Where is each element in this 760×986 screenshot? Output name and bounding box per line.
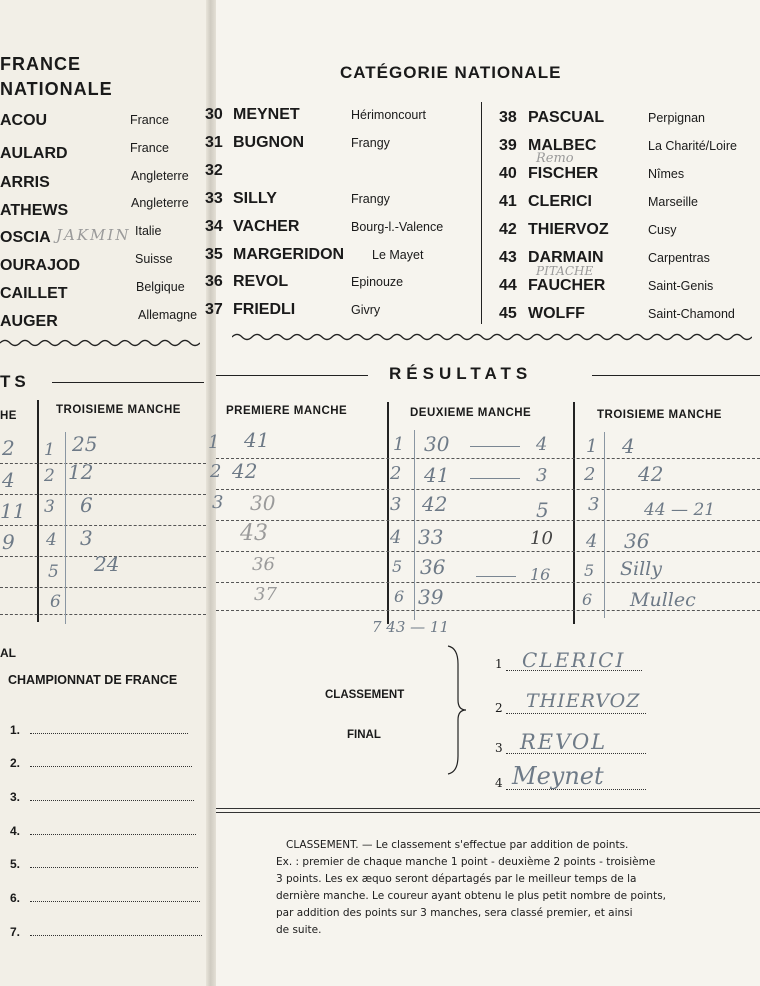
handwritten-value: Mullec (630, 589, 696, 611)
left-rider-name: ATHEWS (0, 202, 69, 219)
rules-line: Ex. : premier de chaque manche 1 point - deuxième 2 points - troisième (276, 856, 656, 868)
rider-name: MALBEC (528, 137, 597, 154)
handwritten-value: 41 (244, 428, 270, 452)
handwritten-note: 7 43 — 11 (372, 618, 450, 636)
handwritten-position: 3 (390, 494, 402, 515)
handwritten-position: 5 (392, 557, 403, 576)
handwritten-value: 25 (72, 432, 98, 456)
handwritten-line (65, 432, 66, 624)
handwritten-value: 11 (0, 499, 26, 523)
double-rule (216, 808, 760, 809)
fill-in-line (506, 670, 642, 671)
handwritten-position: 2 (390, 463, 402, 484)
rider-number: 32 (205, 162, 223, 179)
rider-name: VACHER (233, 218, 300, 235)
handwritten-position: 2 (210, 461, 222, 482)
final-rank-number: 3 (495, 741, 503, 755)
rank-number: 4. (10, 824, 21, 838)
handwritten-position: 5 (48, 562, 59, 582)
rider-name: FISCHER (528, 165, 599, 182)
handwritten-points: 5 (536, 498, 549, 522)
rider-name: DARMAIN (528, 249, 604, 266)
left-rider-country: Allemagne (138, 308, 198, 322)
handwritten-value: 42 (422, 492, 448, 516)
rider-name: CLERICI (528, 193, 592, 210)
table-column-line (37, 400, 39, 622)
handwritten-position: 1 (586, 436, 598, 457)
handwritten-position: 6 (394, 587, 405, 606)
rider-number: 30 (205, 106, 223, 123)
left-rider-country: France (130, 113, 169, 127)
handwritten-value: 24 (94, 552, 120, 576)
left-rider-name: OSCIA (0, 229, 51, 246)
rider-number: 40 (499, 165, 517, 182)
handwritten-points: 10 (530, 528, 553, 549)
handwritten-value: 4 (622, 434, 635, 458)
rules-line: par addition des points sur 3 manches, sera classé premier, et ainsi (276, 907, 633, 919)
handwritten-position: 1 (44, 440, 55, 460)
rider-name: WOLFF (528, 305, 585, 322)
handwritten-position: 3 (44, 497, 55, 517)
rider-city: Saint-Chamond (648, 307, 735, 321)
rider-city: Perpignan (648, 111, 705, 125)
handwritten-value: 30 (424, 432, 450, 456)
table-row-line (216, 582, 760, 583)
table-row-line (0, 463, 206, 464)
table-row-line (216, 489, 760, 490)
left-header-line1: FRANCE (0, 54, 81, 74)
rider-city: Cusy (648, 223, 677, 237)
handwritten-value: 41 (424, 463, 450, 487)
left-rider-name: OURAJOD (0, 257, 81, 274)
left-rider-name: ACOU (0, 112, 48, 129)
rules-paragraph (276, 837, 676, 939)
handwritten-dash (476, 576, 516, 577)
rider-city: Marseille (648, 195, 699, 209)
brace-icon (444, 644, 468, 776)
handwritten-points: 3 (536, 465, 548, 486)
rider-number: 43 (499, 249, 517, 266)
handwritten-value: Silly (620, 558, 662, 580)
handwritten-line (604, 432, 605, 618)
rider-number: 42 (499, 221, 517, 238)
table-column-line (387, 402, 389, 624)
rider-name: PASCUAL (528, 109, 605, 126)
handwritten-value: 42 (638, 462, 664, 486)
handwritten-value: 3 (80, 526, 93, 550)
handwritten-value: 9 (2, 530, 15, 554)
fill-in-line (506, 789, 646, 790)
rules-line: CLASSEMENT. — Le classement s'effectue par addition de points. (286, 839, 629, 851)
left-rider-country: Belgique (136, 280, 185, 294)
handwritten-value: 6 (80, 493, 93, 517)
column-header: HE (0, 410, 17, 422)
handwritten-value: 36 (420, 555, 446, 579)
rider-city: Carpentras (648, 251, 710, 265)
handwritten-value: 39 (418, 585, 444, 609)
classement-label: CLASSEMENT (325, 689, 405, 701)
rank-number: 2. (10, 756, 21, 770)
final-rank-name: CLERICI (522, 648, 626, 672)
wavy-divider (0, 338, 200, 348)
rider-name: THIERVOZ (528, 221, 609, 238)
rider-number: 36 (205, 273, 223, 290)
rank-number: 6. (10, 891, 21, 905)
column-header: TROISIEME MANCHE (56, 404, 181, 416)
rank-number: 5. (10, 857, 21, 871)
rider-number: 35 (205, 246, 223, 263)
handwritten-line (414, 430, 415, 620)
handwritten-value: 36 (624, 529, 650, 553)
handwritten-position: 6 (582, 590, 593, 609)
table-column-line (573, 402, 575, 624)
rider-number: 33 (205, 190, 223, 207)
left-final-label: AL (0, 646, 16, 660)
rider-number: 41 (499, 193, 517, 210)
handwritten-value: 30 (250, 491, 276, 515)
rules-line: de suite. (276, 924, 322, 936)
final-rank-number: 2 (495, 701, 503, 715)
handwritten-points: 4 (536, 434, 548, 455)
rider-name: FAUCHER (528, 277, 606, 294)
rider-city: Hérimoncourt (351, 108, 427, 122)
rider-name: SILLY (233, 190, 277, 207)
rider-city: Frangy (351, 192, 390, 206)
rider-city: Nîmes (648, 167, 685, 181)
wavy-divider (232, 332, 752, 342)
handwritten-value: 4 (2, 468, 15, 492)
handwritten-value: 37 (254, 584, 277, 605)
handwritten-position: 4 (46, 530, 57, 550)
left-rider-name: CAILLET (0, 285, 68, 302)
handwritten-position: 4 (586, 531, 598, 552)
header-rule (52, 382, 204, 383)
table-row-line (216, 551, 760, 552)
handwritten-value: 44 — 21 (644, 500, 716, 520)
fill-in-line (30, 733, 188, 734)
handwritten-position: 3 (588, 494, 600, 515)
final-rank-name: REVOL (520, 730, 608, 754)
handwritten-position: 4 (390, 527, 402, 548)
column-header: DEUXIEME MANCHE (410, 407, 532, 419)
rider-number: 44 (499, 277, 517, 294)
handwritten-value: 2 (2, 436, 15, 460)
rider-number: 37 (205, 301, 223, 318)
left-rider-country: Angleterre (131, 169, 189, 183)
final-rank-name: THIERVOZ (526, 690, 641, 712)
handwritten-note: JAKMIN (56, 226, 131, 244)
fill-in-line (30, 935, 202, 936)
fill-in-line (30, 901, 200, 902)
handwritten-position: 3 (212, 492, 224, 513)
rank-number: 3. (10, 790, 21, 804)
rider-number: 45 (499, 305, 517, 322)
rider-city: Givry (351, 303, 381, 317)
rider-name: BUGNON (233, 134, 305, 151)
left-header-line2: NATIONALE (0, 79, 113, 99)
left-rider-name: AUGER (0, 313, 58, 330)
championnat-title: CHAMPIONNAT DE FRANCE (8, 673, 178, 687)
rider-city: Epinouze (351, 275, 404, 289)
fill-in-line (30, 800, 194, 801)
double-rule (216, 812, 760, 813)
handwritten-position: 5 (584, 561, 595, 580)
fill-in-line (30, 834, 196, 835)
handwritten-value: 12 (68, 460, 94, 484)
rider-city: Saint-Genis (648, 279, 714, 293)
fill-in-line (30, 867, 198, 868)
table-row-line (0, 587, 206, 588)
handwritten-position: 1 (208, 432, 220, 453)
handwritten-dash (470, 446, 520, 447)
handwritten-position: 2 (44, 466, 55, 486)
header-rule (592, 375, 760, 376)
handwritten-note: PITACHE (536, 264, 594, 278)
results-title: RÉSULTATS (389, 364, 533, 383)
rider-name: FRIEDLI (233, 301, 296, 318)
left-rider-country: Angleterre (131, 196, 189, 210)
table-row-line (0, 614, 206, 615)
rider-name: MARGERIDON (233, 246, 345, 263)
left-rider-country: Suisse (135, 252, 173, 266)
fill-in-line (506, 753, 646, 754)
final-rank-number: 4 (495, 776, 503, 790)
category-header: CATÉGORIE NATIONALE (340, 63, 562, 82)
fill-in-line (30, 766, 192, 767)
fill-in-line (506, 713, 646, 714)
rider-number: 39 (499, 137, 517, 154)
handwritten-position: 6 (50, 592, 61, 612)
handwritten-position: 2 (584, 464, 596, 485)
handwritten-value: 33 (418, 525, 444, 549)
rider-number: 34 (205, 218, 223, 235)
rider-name: MEYNET (233, 106, 300, 123)
rider-city: La Charité/Loire (648, 139, 737, 153)
left-rider-name: ARRIS (0, 174, 50, 191)
left-results-title: TS (0, 372, 30, 391)
table-row-line (216, 520, 760, 521)
left-rider-name: AULARD (0, 145, 68, 162)
column-header: PREMIERE MANCHE (226, 405, 348, 417)
handwritten-note: Remo (536, 151, 574, 166)
rider-name: REVOL (233, 273, 289, 290)
final-rank-name: Meynet (512, 762, 604, 790)
rank-number: 7. (10, 925, 21, 939)
final-label: FINAL (347, 729, 381, 741)
rider-number: 38 (499, 109, 517, 126)
column-header: TROISIEME MANCHE (597, 409, 722, 421)
table-row-line (0, 494, 206, 495)
header-rule (216, 375, 368, 376)
left-rider-country: Italie (135, 224, 162, 238)
rules-line: dernière manche. Le coureur ayant obtenu le plus petit nombre de points, (276, 890, 667, 902)
rider-number: 31 (205, 134, 223, 151)
handwritten-dash (470, 478, 520, 479)
table-row-line (0, 525, 206, 526)
rider-city: Frangy (351, 136, 390, 150)
handwritten-value: 36 (252, 554, 275, 575)
rider-city: Bourg-l.-Valence (351, 220, 444, 234)
handwritten-points: 16 (530, 565, 551, 584)
rules-line: 3 points. Les ex æquo seront départagés par le meilleur temps de la (276, 873, 637, 885)
final-rank-number: 1 (495, 657, 503, 671)
handwritten-position: 1 (393, 434, 405, 455)
rank-number: 1. (10, 723, 21, 737)
table-row-line (216, 458, 760, 459)
rider-city: Le Mayet (372, 248, 424, 262)
column-separator (481, 102, 482, 324)
handwritten-value: 42 (232, 459, 258, 483)
left-rider-country: France (130, 141, 169, 155)
handwritten-value: 43 (240, 521, 268, 546)
